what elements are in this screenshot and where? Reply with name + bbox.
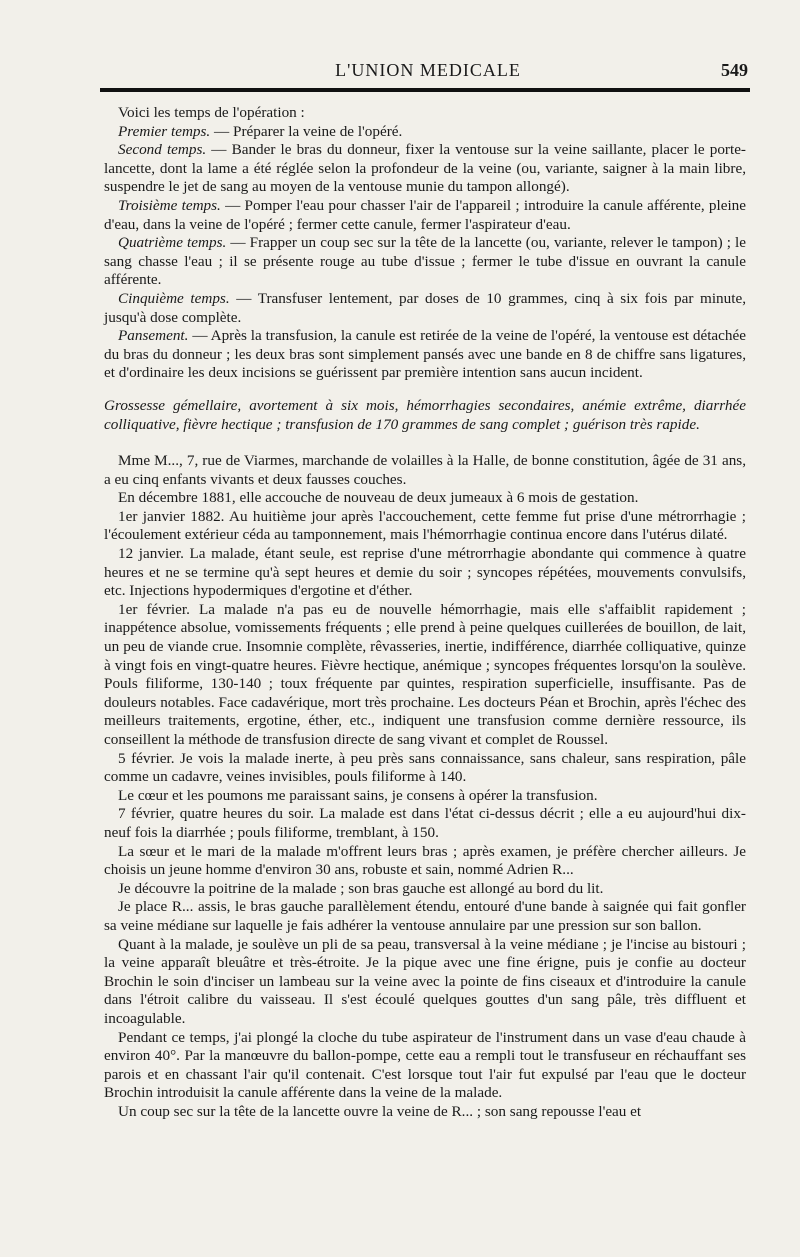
- case-title: Grossesse gémellaire, avortement à six mois, hémorrhagies secondaires, anémie extrême, diarrhée colliquative, fièvre hectique ; transfusion de 170 grammes de sang complet ; guérison très rapide.: [104, 396, 746, 433]
- step-2: Second temps. — Bander le bras du donneur, fixer la ventouse sur la veine saillante, placer le porte-lancette, dont la lame a été réglée selon la profondeur de la veine (ou, variante, saigner à la main libre, suspendre le jet de sang au moyen de la ventouse munie du tampon allongé).: [104, 141, 746, 196]
- case-paragraph: En décembre 1881, elle accouche de nouveau de deux jumeaux à 6 mois de gestation.: [118, 489, 639, 507]
- step-4: Quatrième temps. — Frapper un coup sec sur la tête de la lancette (ou, variante, relever le tampon) ; le sang chasse l'eau ; il se présente rouge au tube d'issue ; fermer le tube d'issue en ouvrant la canule afférente.: [104, 234, 746, 289]
- case-paragraph: 5 février. Je vois la malade inerte, à peu près sans connaissance, sans chaleur, sans respiration, pâle comme un cadavre, veines invisibles, pouls filiforme à 140.: [104, 749, 746, 786]
- case-paragraph: 1er janvier 1882. Au huitième jour après l'accouchement, cette femme fut prise d'une métrorrhagie ; l'écoulement extérieur céda au tamponnement, mais l'hémorrhagie continua encore dans l'utérus dilaté.: [104, 507, 746, 544]
- case-paragraph: 1er février. La malade n'a pas eu de nouvelle hémorrhagie, mais elle s'affaiblit rapidement ; inappétence absolue, vomissements fréquents ; elle prend à peine quelques cuillerées de bouillon, de lait, un peu de viande crue. Insomnie complète, rêvasseries, inertie, indifférence, diarrhée colliquative, quinze à vingt fois en vingt-quatre heures. Fièvre hectique, anémique ; syncopes fréquentes lorsqu'on la soulève. Pouls filiforme, 130-140 ; toux fréquente par quintes, respiration superficielle, insuffisante. Pas de douleurs notables. Face cadavérique, mort très prochaine. Les docteurs Péan et Brochin, après l'échec des meilleurs traitements, ergotine, éther, etc., indiquent une transfusion comme dernière ressource, ils conseillent la méthode de transfusion directe de sang vivant et complet de Roussel.: [104, 600, 746, 748]
- case-paragraph: Quant à la malade, je soulève un pli de sa peau, transversal à la veine médiane ; je l'incise au bistouri ; la veine apparaît bleuâtre et très-étroite. Je la pique avec une fine érigne, puis je confie au docteur Brochin le soin d'inciser un lambeau sur la veine avec la pointe de fins ciseaux et d'introduire la canule dans l'étroit calibre du vaisseau. Il s'est écoulé quelques gouttes d'un sang pâle, très diffluent et incoagulable.: [104, 935, 746, 1027]
- page-number: 549: [721, 60, 748, 80]
- spacer: [104, 440, 746, 452]
- case-paragraph: Un coup sec sur la tête de la lancette ouvre la veine de R... ; son sang repousse l'eau et: [118, 1102, 642, 1120]
- step-3: Troisième temps. — Pomper l'eau pour chasser l'air de l'appareil ; introduire la canule afférente, pleine d'eau, dans la veine de l'opéré ; fermer cette canule, fermer l'aspirateur d'eau.: [104, 196, 746, 233]
- step-1: Premier temps. — Préparer la veine de l'opéré.: [118, 122, 403, 140]
- journal-title: L'UNION MEDICALE: [335, 60, 521, 80]
- header-rule: [100, 88, 750, 92]
- case-paragraph: Pendant ce temps, j'ai plongé la cloche du tube aspirateur de l'instrument dans un vase d'eau chaude à environ 40°. Par la manœuvre du ballon-pompe, cette eau a rempli tout le transfuseur en réchauffant ses parois et en chassant l'air qu'il contenait. C'est lorsque tout l'air fut expulsé par l'eau que le docteur Brochin introduisit la canule afférente dans la veine de la malade.: [104, 1028, 746, 1102]
- running-header: [108, 58, 748, 88]
- step-5: Cinquième temps. — Transfuser lentement, par doses de 10 grammes, cinq à six fois par minute, jusqu'à dose complète.: [104, 289, 746, 326]
- case-paragraph: Je découvre la poitrine de la malade ; son bras gauche est allongé au bord du lit.: [118, 879, 604, 897]
- steps-intro: Voici les temps de l'opération :: [118, 104, 305, 121]
- case-paragraph: 12 janvier. La malade, étant seule, est reprise d'une métrorrhagie abondante qui commence à quatre heures et ne se termine qu'à sept heures et demie du soir ; syncopes répétées, mouvements convulsifs, etc. Injections hypodermiques d'ergotine et d'éther.: [104, 545, 746, 600]
- case-paragraph: 7 février, quatre heures du soir. La malade est dans l'état ci-dessus décrit ; elle a eu aujourd'hui dix-neuf fois la diarrhée ; pouls filiforme, tremblant, à 150.: [104, 805, 746, 841]
- step-dressing: Pansement. — Après la transfusion, la canule est retirée de la veine de l'opéré, la ventouse est détachée du bras du donneur ; les deux bras sont simplement pansés avec une bande en 8 de chiffre sans ligatures, et d'ordinaire les deux incisions se guérissent par première intention sans aucun incident.: [104, 327, 746, 382]
- case-paragraph: Je place R... assis, le bras gauche parallèlement étendu, entouré d'une bande à saignée qui fait gonfler sa veine médiane sur laquelle je fais adhérer la ventouse annulaire par une pression sur son ballon.: [104, 898, 746, 934]
- body-text: [104, 104, 746, 1121]
- case-paragraph: La sœur et le mari de la malade m'offrent leurs bras ; après examen, je préfère chercher ailleurs. Je choisis un jeune homme d'environ 30 ans, robuste et sain, nommé Adrien R...: [104, 842, 746, 879]
- case-paragraph: Le cœur et les poumons me paraissant sains, je consens à opérer la transfusion.: [118, 786, 598, 804]
- case-paragraph: Mme M..., 7, rue de Viarmes, marchande de volailles à la Halle, de bonne constitution, âgée de 31 ans, a eu cinq enfants vivants et deux fausses couches.: [104, 452, 746, 488]
